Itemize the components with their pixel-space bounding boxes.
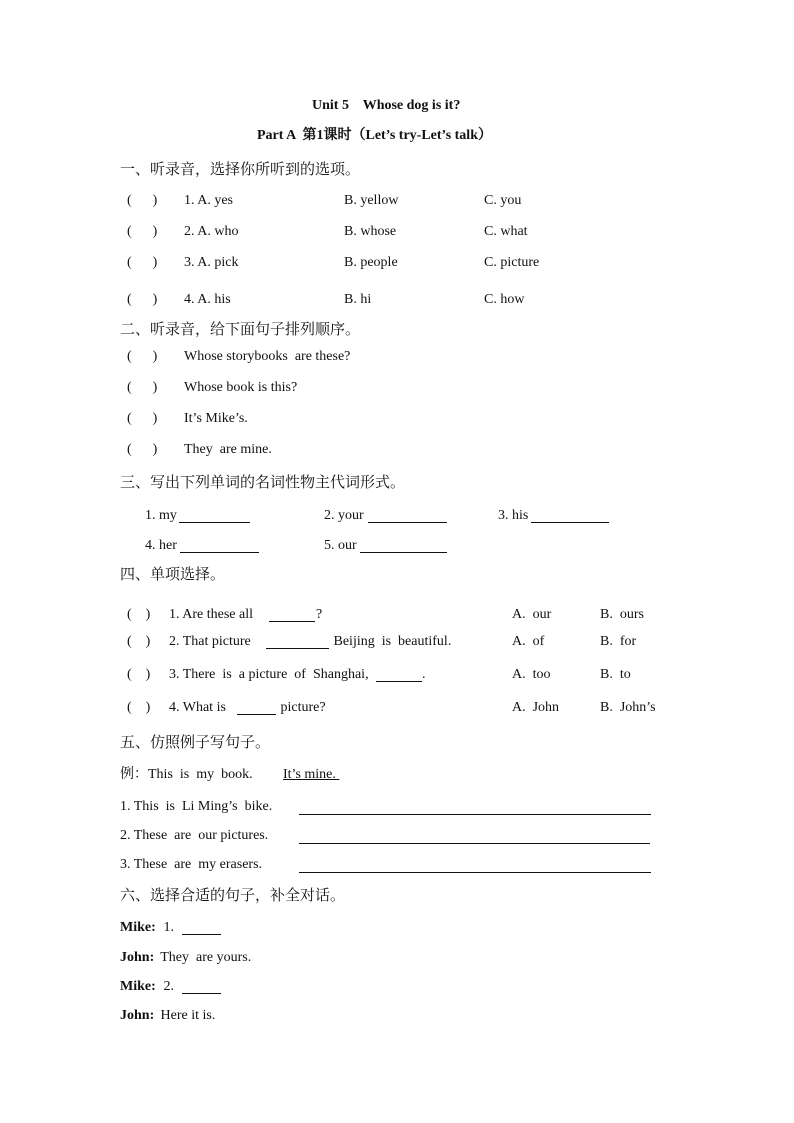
dialogue-text: Here it is. — [157, 1008, 216, 1023]
section-4-heading: 四、单项选择。 — [120, 565, 226, 583]
answer-blank[interactable] — [182, 993, 221, 994]
option-a: 3. A. pick — [184, 255, 239, 270]
speaker-name: Mike: — [120, 979, 156, 994]
word-prompt: 1. my — [145, 508, 177, 523]
answer-blank[interactable] — [360, 552, 447, 553]
question-text-end: picture? — [277, 700, 326, 715]
option-c: C. how — [484, 292, 525, 307]
option-a: A. John — [512, 700, 560, 715]
question-text-end: Beijing is beautiful. — [330, 634, 452, 649]
answer-parens: ( ) — [127, 380, 158, 395]
example-sentence: 例：This is my book. — [120, 767, 253, 782]
answer-parens: ( ) — [127, 700, 151, 715]
answer-blank[interactable] — [269, 621, 315, 622]
answer-parens: ( ) — [127, 411, 158, 426]
page-subtitle: Part A 第1课时（Let’s try-Let’s talk） — [257, 128, 492, 143]
answer-blank[interactable] — [179, 522, 250, 523]
question-text-end: . — [422, 667, 426, 682]
sentence: Whose book is this? — [184, 380, 298, 395]
answer-blank[interactable] — [182, 934, 221, 935]
option-c: C. what — [484, 224, 528, 239]
answer-blank[interactable] — [531, 522, 609, 523]
speaker-name: John: — [120, 950, 155, 965]
question-text: 4. What is — [169, 700, 230, 715]
rewrite-prompt: 2. These are our pictures. — [120, 828, 269, 843]
page-title: Unit 5 Whose dog is it? — [312, 98, 461, 113]
answer-blank[interactable] — [266, 648, 329, 649]
answer-parens: ( ) — [127, 224, 158, 239]
option-c: C. you — [484, 193, 522, 208]
answer-blank[interactable] — [299, 814, 651, 815]
word-prompt: 2. your — [324, 508, 364, 523]
section-5-heading: 五、仿照例子写句子。 — [120, 733, 271, 751]
section-3-heading: 三、写出下列单词的名词性物主代词形式。 — [120, 473, 406, 491]
question-text-end: ? — [316, 607, 323, 622]
answer-parens: ( ) — [127, 667, 151, 682]
section-6-heading: 六、选择合适的句子，补全对话。 — [120, 886, 346, 904]
answer-blank[interactable] — [180, 552, 259, 553]
question-text: 2. That picture — [169, 634, 255, 649]
answer-parens: ( ) — [127, 634, 151, 649]
option-b: B. for — [600, 634, 637, 649]
sentence: It’s Mike’s. — [184, 411, 248, 426]
answer-blank[interactable] — [376, 681, 422, 682]
rewrite-prompt: 3. These are my erasers. — [120, 857, 263, 872]
answer-parens: ( ) — [127, 607, 151, 622]
option-b: B. people — [344, 255, 398, 270]
answer-blank[interactable] — [237, 714, 276, 715]
answer-parens: ( ) — [127, 193, 158, 208]
answer-blank[interactable] — [299, 843, 650, 844]
word-prompt: 4. her — [145, 538, 177, 553]
answer-blank[interactable] — [368, 522, 447, 523]
answer-parens: ( ) — [127, 349, 158, 364]
option-a: A. of — [512, 634, 545, 649]
option-a: A. too — [512, 667, 551, 682]
word-prompt: 5. our — [324, 538, 357, 553]
sentence: They are mine. — [184, 442, 272, 457]
section-2-heading: 二、听录音，给下面句子排列顺序。 — [120, 320, 361, 338]
option-b: B. hi — [344, 292, 372, 307]
option-b: B. ours — [600, 607, 644, 622]
example-answer: It’s mine. — [283, 767, 340, 782]
option-a: 4. A. his — [184, 292, 231, 307]
option-a: 1. A. yes — [184, 193, 233, 208]
section-1-heading: 一、听录音，选择你所听到的选项。 — [120, 160, 361, 178]
answer-blank[interactable] — [299, 872, 651, 873]
speaker-name: Mike: — [120, 920, 156, 935]
option-b: B. to — [600, 667, 631, 682]
option-a: 2. A. who — [184, 224, 239, 239]
question-text: 1. Are these all — [169, 607, 257, 622]
answer-parens: ( ) — [127, 255, 158, 270]
option-b: B. yellow — [344, 193, 399, 208]
option-b: B. John’s — [600, 700, 656, 715]
dialogue-text: They are yours. — [157, 950, 252, 965]
word-prompt: 3. his — [498, 508, 529, 523]
option-c: C. picture — [484, 255, 540, 270]
option-a: A. our — [512, 607, 552, 622]
rewrite-prompt: 1. This is Li Ming’s bike. — [120, 799, 273, 814]
answer-parens: ( ) — [127, 442, 158, 457]
sentence: Whose storybooks are these? — [184, 349, 351, 364]
dialogue-text: 1. — [160, 920, 174, 935]
option-b: B. whose — [344, 224, 397, 239]
speaker-name: John: — [120, 1008, 155, 1023]
question-text: 3. There is a picture of Shanghai, — [169, 667, 369, 682]
answer-parens: ( ) — [127, 292, 158, 307]
dialogue-text: 2. — [160, 979, 174, 994]
